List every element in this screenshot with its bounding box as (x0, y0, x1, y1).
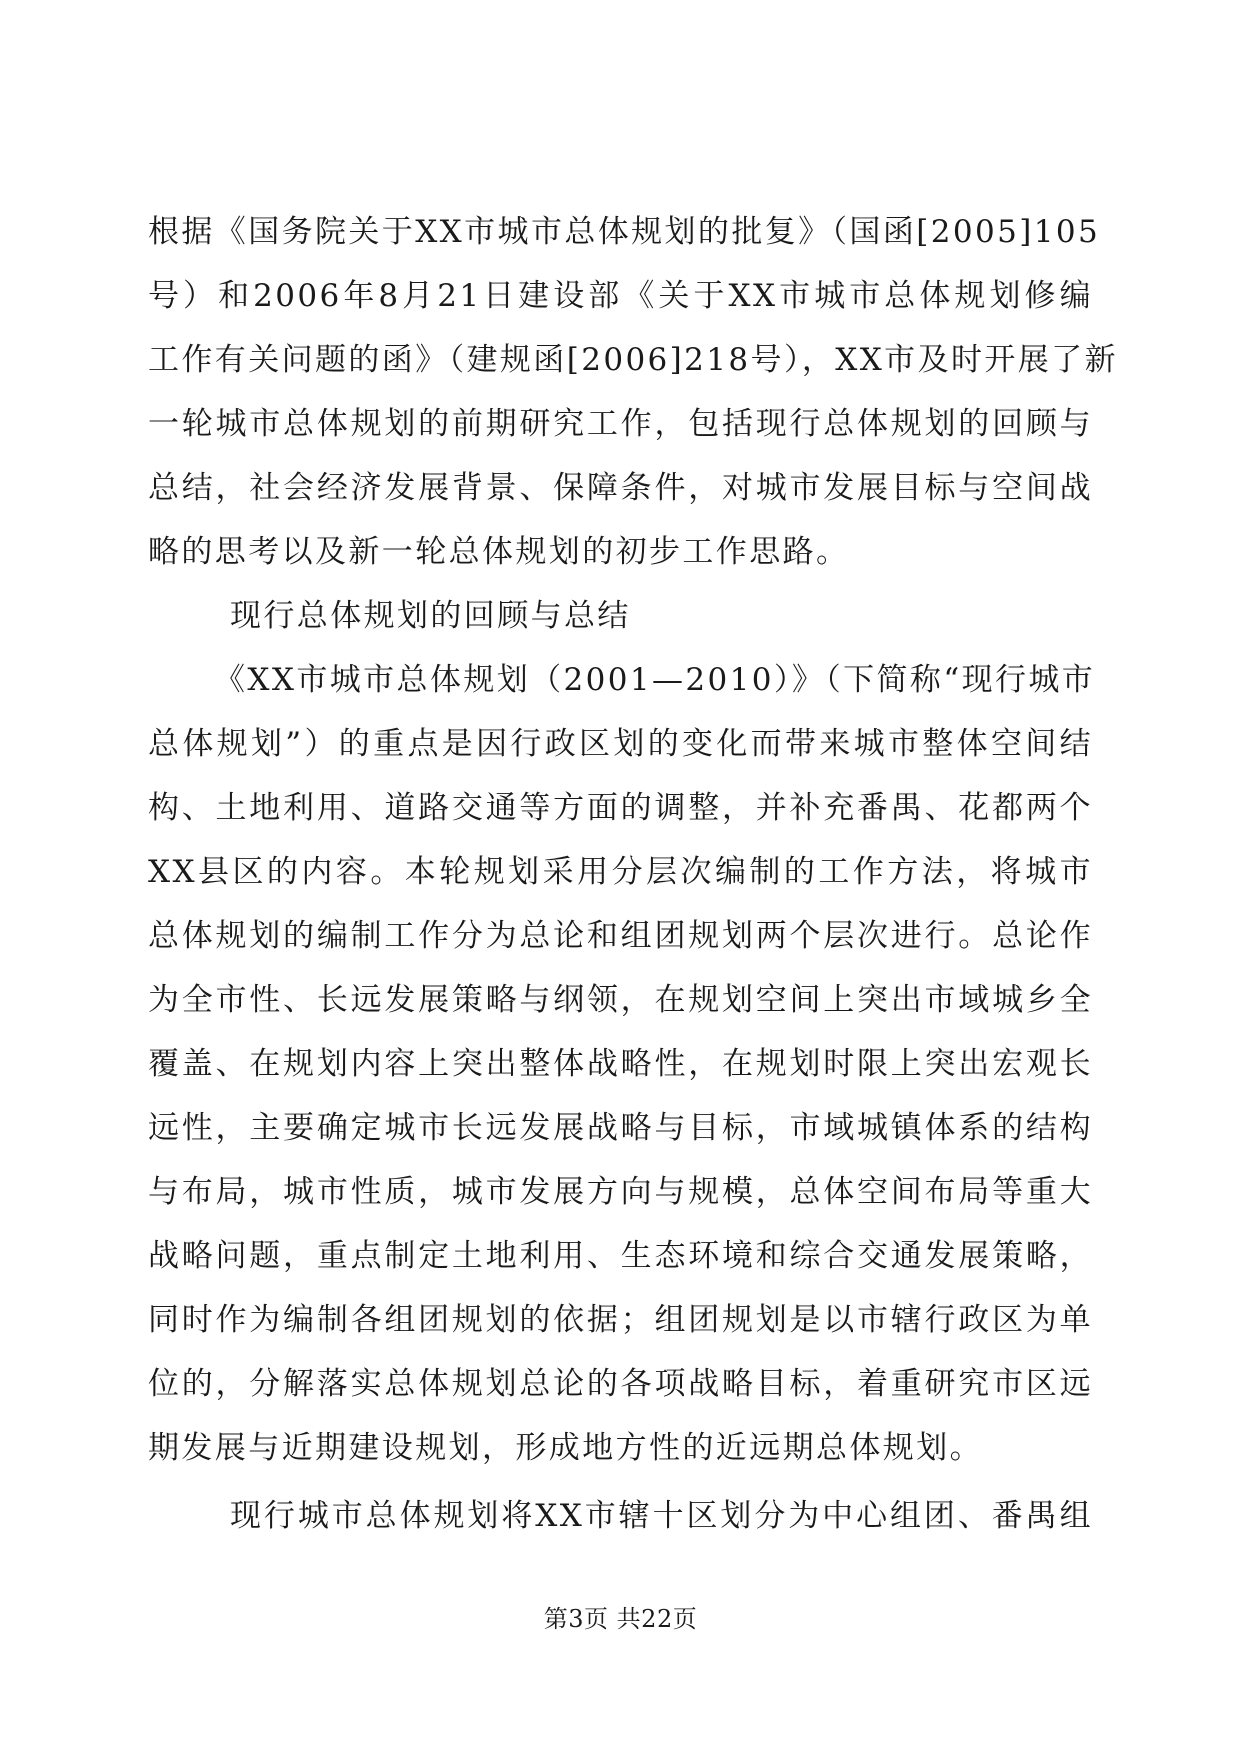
paragraph-line: 与布局，城市性质，城市发展方向与规模，总体空间布局等重大 (148, 1174, 1093, 1210)
paragraph-line: 位的，分解落实总体规划总论的各项战略目标，着重研究市区远 (148, 1366, 1093, 1402)
paragraph-line: 战略问题，重点制定土地利用、生态环境和综合交通发展策略， (148, 1238, 1093, 1274)
paragraph-line: 工作有关问题的函》（建规函[2006]218号），XX市及时开展了新 (148, 342, 1118, 378)
paragraph-line: 根据《国务院关于XX市城市总体规划的批复》（国函[2005]105 (148, 214, 1101, 250)
paragraph-line: 远性，主要确定城市长远发展战略与目标，市域城镇体系的结构 (148, 1110, 1093, 1146)
paragraph-line: 号）和2006年8月21日建设部《关于XX市城市总体规划修编 (148, 278, 1093, 314)
section-heading: 现行总体规划的回顾与总结 (230, 598, 631, 634)
paragraph-line: 构、土地利用、道路交通等方面的调整，并补充番禺、花都两个 (148, 790, 1093, 826)
paragraph-line: 略的思考以及新一轮总体规划的初步工作思路。 (148, 534, 850, 570)
paragraph-line: 覆盖、在规划内容上突出整体战略性，在规划时限上突出宏观长 (148, 1046, 1093, 1082)
page-number-footer: 第3页 共22页 (543, 1605, 698, 1633)
paragraph-line: 总体规划”）的重点是因行政区划的变化而带来城市整体空间结 (148, 726, 1093, 762)
paragraph-line: 一轮城市总体规划的前期研究工作，包括现行总体规划的回顾与 (148, 406, 1093, 442)
paragraph-line: 同时作为编制各组团规划的依据；组团规划是以市辖行政区为单 (148, 1302, 1093, 1338)
paragraph-line: 《XX市城市总体规划（2001—2010）》（下简称“现行城市 (214, 662, 1096, 698)
paragraph-line: XX县区的内容。本轮规划采用分层次编制的工作方法，将城市 (148, 854, 1093, 890)
paragraph-line: 期发展与近期建设规划，形成地方性的近远期总体规划。 (148, 1430, 983, 1466)
paragraph-line: 现行城市总体规划将XX市辖十区划分为中心组团、番禺组 (230, 1498, 1093, 1534)
paragraph-line: 为全市性、长远发展策略与纲领，在规划空间上突出市域城乡全 (148, 982, 1093, 1018)
paragraph-line: 总体规划的编制工作分为总论和组团规划两个层次进行。总论作 (148, 918, 1093, 954)
paragraph-line: 总结，社会经济发展背景、保障条件，对城市发展目标与空间战 (148, 470, 1093, 506)
